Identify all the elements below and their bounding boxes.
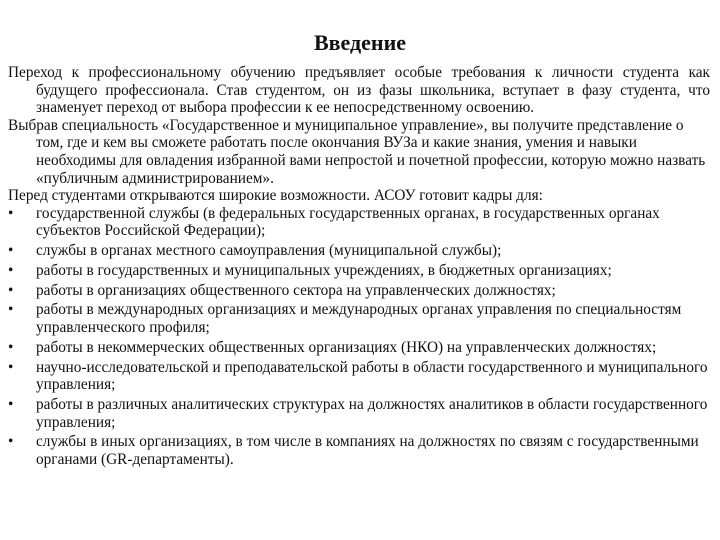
list-item-text: работы в государственных и муниципальных учреждениях, в бюджетных организациях; xyxy=(36,261,612,279)
list-item-text: работы в международных организациях и международных органах управления по специальностям управленческого профиля; xyxy=(36,301,682,337)
slide-body xyxy=(8,64,710,471)
bullet-icon: • xyxy=(8,338,14,356)
slide-title: Введение xyxy=(313,30,407,55)
bullet-icon: • xyxy=(8,433,14,451)
list-item xyxy=(8,396,710,431)
list-item xyxy=(8,433,710,468)
bullet-icon: • xyxy=(8,358,14,376)
list-item xyxy=(8,205,710,240)
list-item-text: работы в организациях общественного сектора на управленческих должностях; xyxy=(36,281,556,299)
list-item xyxy=(8,339,710,357)
bullet-icon: • xyxy=(8,242,14,260)
list-item xyxy=(8,262,710,280)
list-item xyxy=(8,359,710,394)
list-item xyxy=(8,242,710,260)
list-item-text: службы в органах местного самоуправления (муниципальной службы); xyxy=(36,242,502,260)
list-item-text: работы в различных аналитических структурах на должностях аналитиков в области государственного управления; xyxy=(36,396,708,431)
career-list xyxy=(8,205,710,469)
bullet-icon: • xyxy=(8,301,14,319)
list-item-text: службы в иных организациях, в том числе в компаниях на должностях по связям с государственными органами (GR-департаменты). xyxy=(36,433,699,468)
intro-paragraph: Переход к профессиональному обучению предъявляет особые требования к личности студента как будущего профессионала. Став студентом, он из фазы школьника, вступает в фазу студента, что знаменует переход от выбора профессии к ее непосредственному освоению. xyxy=(8,64,710,117)
list-item-text: государственной службы (в федеральных государственных органах, в государственных органах субъектов Российской Федерации); xyxy=(36,204,660,240)
specialty-paragraph: Выбрав специальность «Государственное и муниципальное управление», вы получите представление о том, где и кем вы сможете работать после окончания ВУЗа и какие знания, умения и навыки необходимы для овладения избранной вами непростой и почетной профессии, которую можно назвать «публичным администрированием». xyxy=(8,116,706,187)
opportunities-paragraph: Перед студентами открываются широкие возможности. АСОУ готовит кадры для: xyxy=(8,187,543,205)
list-item xyxy=(8,282,710,300)
list-item-text: научно-исследовательской и преподавательской работы в области государственного и муниципального управления; xyxy=(36,358,708,394)
bullet-icon: • xyxy=(8,261,14,279)
list-item-text: работы в некоммерческих общественных организациях (НКО) на управленческих должностях; xyxy=(36,338,657,356)
list-item xyxy=(8,301,710,336)
bullet-icon: • xyxy=(8,204,14,222)
bullet-icon: • xyxy=(8,396,14,413)
bullet-icon: • xyxy=(8,281,14,299)
